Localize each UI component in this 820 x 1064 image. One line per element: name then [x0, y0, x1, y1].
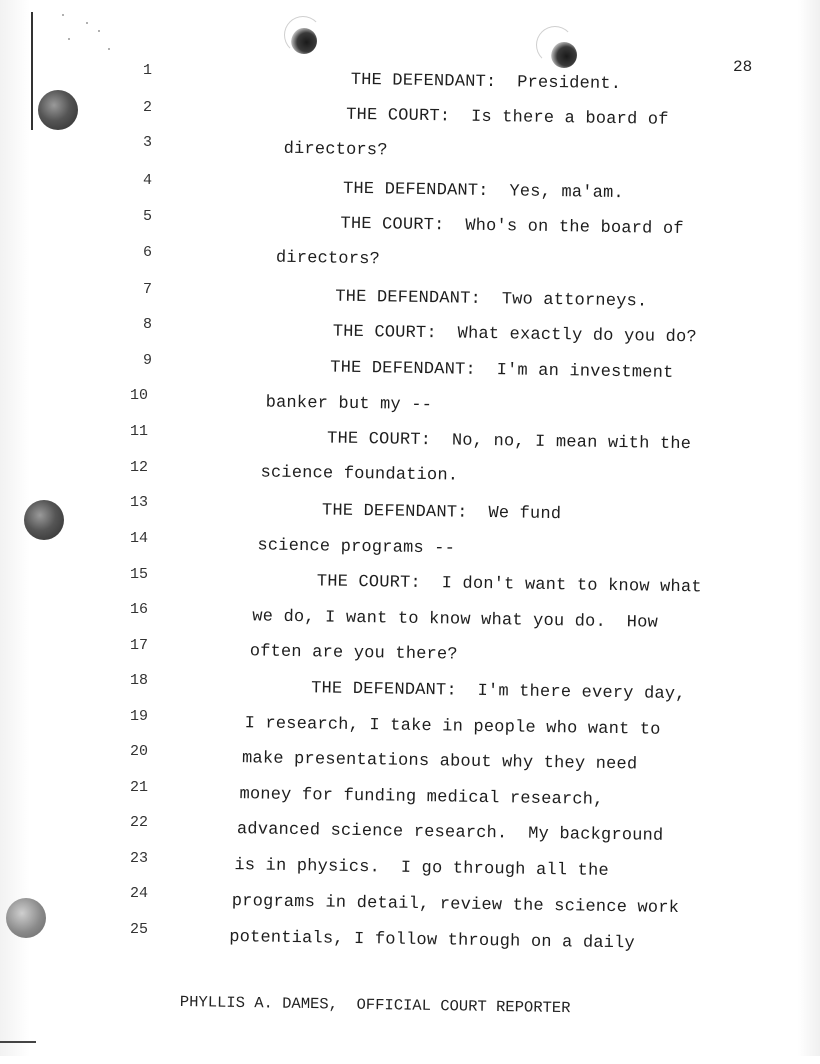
line-number: 9: [142, 352, 152, 369]
transcript-line: THE DEFENDANT: Yes, ma'am.: [342, 179, 625, 204]
transcript-line: THE DEFENDANT: Two attorneys.: [335, 287, 648, 312]
transcript-line: THE DEFENDANT: I'm there every day,: [311, 679, 686, 705]
line-number: 19: [129, 708, 148, 725]
reporter-footer: PHYLLIS A. DAMES, OFFICIAL COURT REPORTER: [179, 993, 571, 1018]
transcript-line: THE DEFENDANT: I'm an investment: [330, 358, 674, 383]
line-number: 8: [142, 316, 152, 333]
transcript-line: often are you there?: [249, 642, 458, 665]
line-number: 6: [142, 244, 152, 261]
line-number: 1: [142, 62, 152, 79]
transcript-line: THE COURT: Who's on the board of: [340, 214, 684, 240]
line-number: 17: [129, 637, 148, 654]
line-number: 10: [129, 387, 148, 404]
line-number: 25: [129, 921, 148, 938]
transcript-line: THE COURT: No, no, I mean with the: [326, 429, 692, 455]
transcript-line: is in physics. I go through all the: [234, 856, 609, 881]
transcript-line: science foundation.: [260, 463, 459, 486]
line-number: 13: [129, 494, 148, 511]
line-number: 3: [142, 134, 152, 151]
line-number: 22: [129, 814, 148, 831]
transcript-line: directors?: [275, 248, 381, 270]
transcript-line: banker but my --: [265, 393, 433, 416]
transcript-line: THE DEFENDANT: We fund: [321, 501, 562, 525]
line-number: 14: [129, 530, 148, 547]
line-number: 16: [129, 601, 148, 618]
line-number: 4: [142, 172, 152, 189]
transcript-line: advanced science research. My background: [236, 820, 664, 846]
transcript-line: directors?: [283, 139, 388, 161]
transcript-line: THE COURT: Is there a board of: [346, 105, 669, 130]
transcript-line: THE COURT: I don't want to know what: [316, 572, 702, 598]
transcript-line: money for funding medical research,: [239, 785, 604, 810]
transcript-line: THE COURT: What exactly do you do?: [332, 322, 697, 348]
line-number: 24: [129, 885, 148, 902]
line-number: 15: [129, 566, 148, 583]
transcript-line: THE DEFENDANT: President.: [350, 70, 622, 95]
line-number: 2: [142, 99, 152, 116]
transcript-line: we do, I want to know what you do. How: [252, 607, 659, 633]
line-number: 20: [129, 743, 148, 760]
transcript-line: I research, I take in people who want to: [244, 714, 661, 740]
line-number: 18: [129, 672, 148, 689]
line-number: 23: [129, 850, 148, 867]
transcript-line: make presentations about why they need: [241, 749, 638, 775]
transcript-line: programs in detail, review the science work: [231, 892, 680, 919]
line-number: 21: [129, 779, 148, 796]
line-number: 7: [142, 281, 152, 298]
line-number: 5: [142, 208, 152, 225]
line-number: 12: [129, 459, 148, 476]
page-number: 28: [733, 58, 753, 76]
line-number: 11: [129, 423, 148, 440]
transcript-line: potentials, I follow through on a daily: [229, 928, 636, 954]
transcript-line: science programs --: [257, 536, 456, 559]
